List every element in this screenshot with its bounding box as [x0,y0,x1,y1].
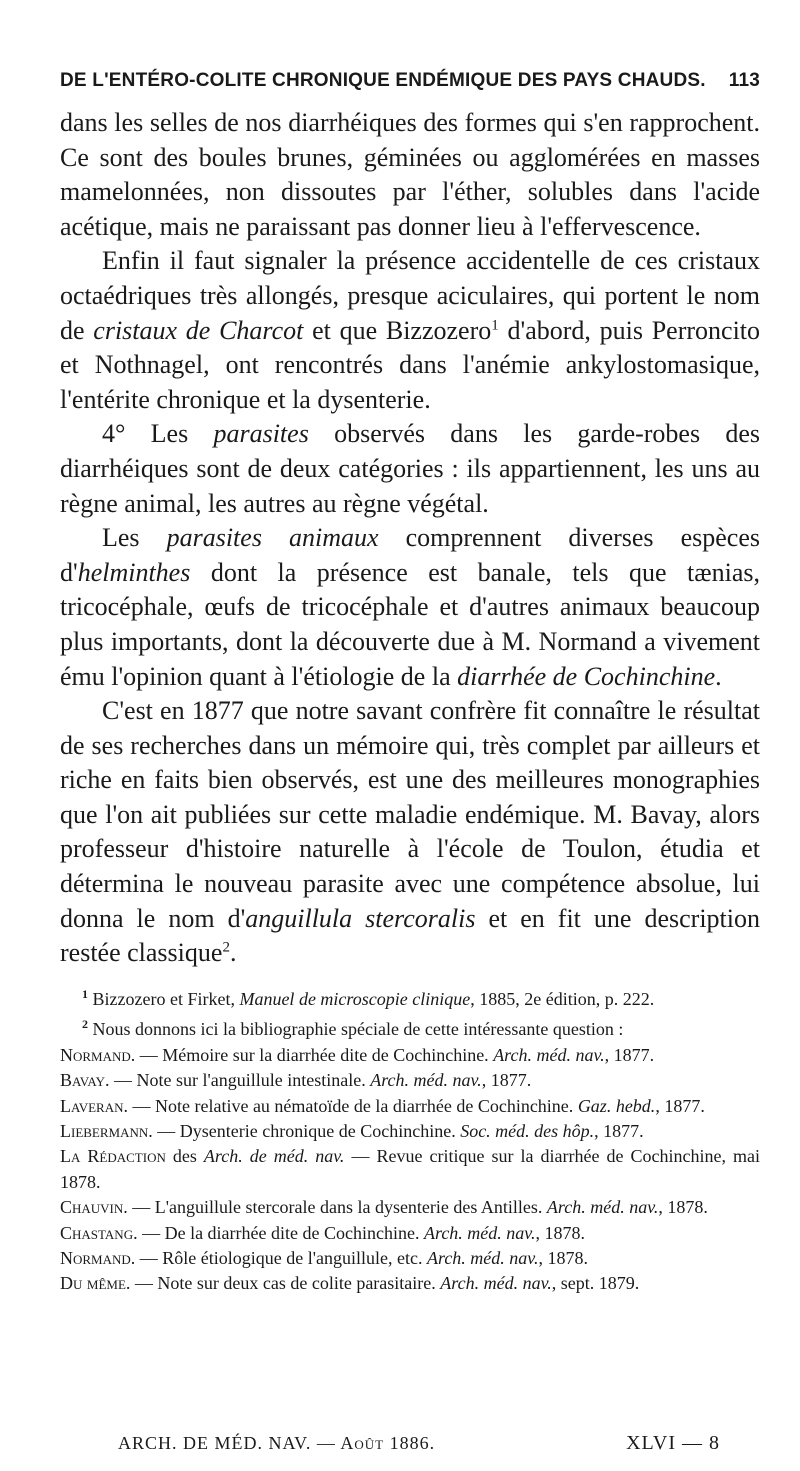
reference-text: — Note sur l'anguillule intestinale. [109,1070,371,1091]
reference-text: — De la diarrhée dite de Cochinchine. [137,1222,424,1243]
bibliography-entry [60,1094,760,1119]
reference-tail: , sept. 1879. [551,1273,640,1294]
term-parasites-animaux: parasites animaux [166,523,379,553]
reference-journal: Arch. méd. nav. [440,1273,552,1294]
reference-author: Liebermann. [60,1121,153,1142]
footnote-1: $^1$ Bizzozero et Firket, Manuel de microscopie clinique, 1885, 2e édition, p. 222. [82,987,655,1009]
reference-text: — Dysenterie chronique de Cochinchine. [152,1121,461,1142]
reference-journal: Arch. méd. nav. [423,1222,536,1243]
paragraph-4: Les parasites animaux comprennent diverses espèces d'helminthes dont la présence est banale, tels que tænias, tricocéphale, œufs de tricocéphale et d'autres animaux beaucoup plus importants, dont la découverte due à M. Normand a vivement ému l'opinion quant à l'étiologie de la diarrhée de Cochinchine. [60,523,760,691]
reference-tail: , 1877. [655,1095,705,1116]
reference-journal: Arch. de méd. nav. [203,1146,345,1167]
running-title: DE L'ENTÉRO-COLITE CHRONIQUE ENDÉMIQUE DES PAYS CHAUDS. [60,70,706,91]
reference-tail: , 1877. [604,1044,655,1065]
reference-journal: Arch. méd. nav. [546,1197,659,1218]
bibliography-entry [60,1144,760,1195]
footnote-2: $^2$ Nous donnons ici la bibliographie spéciale de cette intéressante question : [82,1017,624,1040]
term-anguillula-stercoralis: anguillula stercoralis [245,903,476,933]
reference-tail: , 1878. [658,1197,708,1218]
reference-author: Normand. [60,1044,136,1065]
reference-author: Bavay. [60,1070,110,1091]
reference-author: Chastang. [60,1222,138,1243]
term-cristaux-de-charcot: cristaux de Charcot [93,315,304,345]
reference-author: Du même. [60,1273,131,1294]
reference-text: — L'anguillule stercorale dans la dysenterie des Antilles. [127,1197,547,1218]
reference-tail: , 1877. [594,1121,644,1142]
bibliography-entry [60,1043,760,1068]
paragraph-5: C'est en 1877 que notre savant confrère fit connaître le résultat de ses recherches dans un mémoire qui, très complet par ailleurs et riche en faits bien observés, est une des meilleures monographies que l'on ait publiées sur cette maladie endémique. M. Bavay, alors professeur d'histoire naturelle à l'école de Toulon, étudia et détermina le nouveau parasite avec une compétence absolue, lui donna le nom d'anguillula stercoralis et en fit une description restée classique$^2$. [60,696,760,968]
footnotes [60,982,760,1297]
reference-author: La Rédaction [60,1146,166,1167]
reference-journal: Gaz. hebd. [577,1095,656,1116]
paragraph-3: 4° Les parasites observés dans les garde-robes des diarrhéiques sont de deux catégories : ils appartiennent, les uns au règne animal, les autres au règne végétal. [60,419,761,518]
sheet-signature: XLVI — 8 [626,1432,720,1454]
body-text [60,106,760,971]
term-diarrhee-de-cochinchine: diarrhée de Cochinchine [457,661,716,691]
reference-journal: Arch. méd. nav. [426,1248,539,1269]
bibliography-entry [60,1246,760,1271]
reference-author: Chauvin. [60,1197,128,1218]
reference-tail: , 1878. [538,1248,588,1269]
bibliography-entry [60,1271,760,1296]
signature-line [118,1432,720,1455]
running-header [60,70,760,92]
reference-text: — Note sur deux cas de colite parasitaire. [130,1273,441,1294]
bibliography-entry [60,1221,760,1246]
reference-author: Normand. [60,1248,136,1269]
paragraph-2: Enfin il faut signaler la présence accidentelle de ces cristaux octaédriques très allongés, presque aciculaires, qui portent le nom de cristaux de Charcot et que Bizzozero$^1$ d'abord, puis Perroncito et Nothnagel, ont rencontrés dans l'anémie ankylostomasique, l'entérite chronique et la dysenterie. [60,246,761,414]
paragraph-1: dans les selles de nos diarrhéiques des formes qui s'en rapprochent. Ce sont des boules brunes, géminées ou agglomérées en masses mamelonnées, non dissoutes par l'éther, solubles dans l'acide acétique, mais ne paraissant pas donner lieu à l'effervescence. [60,108,760,241]
bibliography-entry [60,1068,760,1093]
page-number: 113 [728,70,760,91]
reference-journal: Soc. méd. des hôp. [460,1121,595,1142]
bibliography-entry [60,1195,760,1220]
reference-text: — Rôle étiologique de l'anguillule, etc. [135,1248,427,1269]
reference-text: des [165,1146,204,1167]
bibliography-list [60,1043,760,1297]
reference-journal: Arch. méd. nav. [370,1070,482,1091]
reference-text: — Note relative au nématoïde de la diarrhée de Cochinchine. [127,1095,578,1116]
reference-journal: Arch. méd. nav. [493,1044,605,1065]
bibliography-entry [60,1119,760,1144]
term-parasites: parasites [213,419,309,449]
footnote-ref-2: 2 [222,939,230,956]
term-helminthes: helminthes [77,557,191,587]
reference-author: Laveran. [60,1095,128,1116]
reference-tail: — Revue critique sur la diarrhée de Cochinchine, mai 1878. [60,1146,761,1192]
reference-tail: , 1878. [535,1222,585,1243]
journal-signature: ARCH. DE MÉD. NAV. — Août 1886. [118,1433,436,1453]
reference-tail: , 1877. [481,1070,532,1091]
reference-text: — Mémoire sur la diarrhée dite de Cochinchine. [135,1044,494,1065]
footnote-ref-1: 1 [491,316,499,333]
